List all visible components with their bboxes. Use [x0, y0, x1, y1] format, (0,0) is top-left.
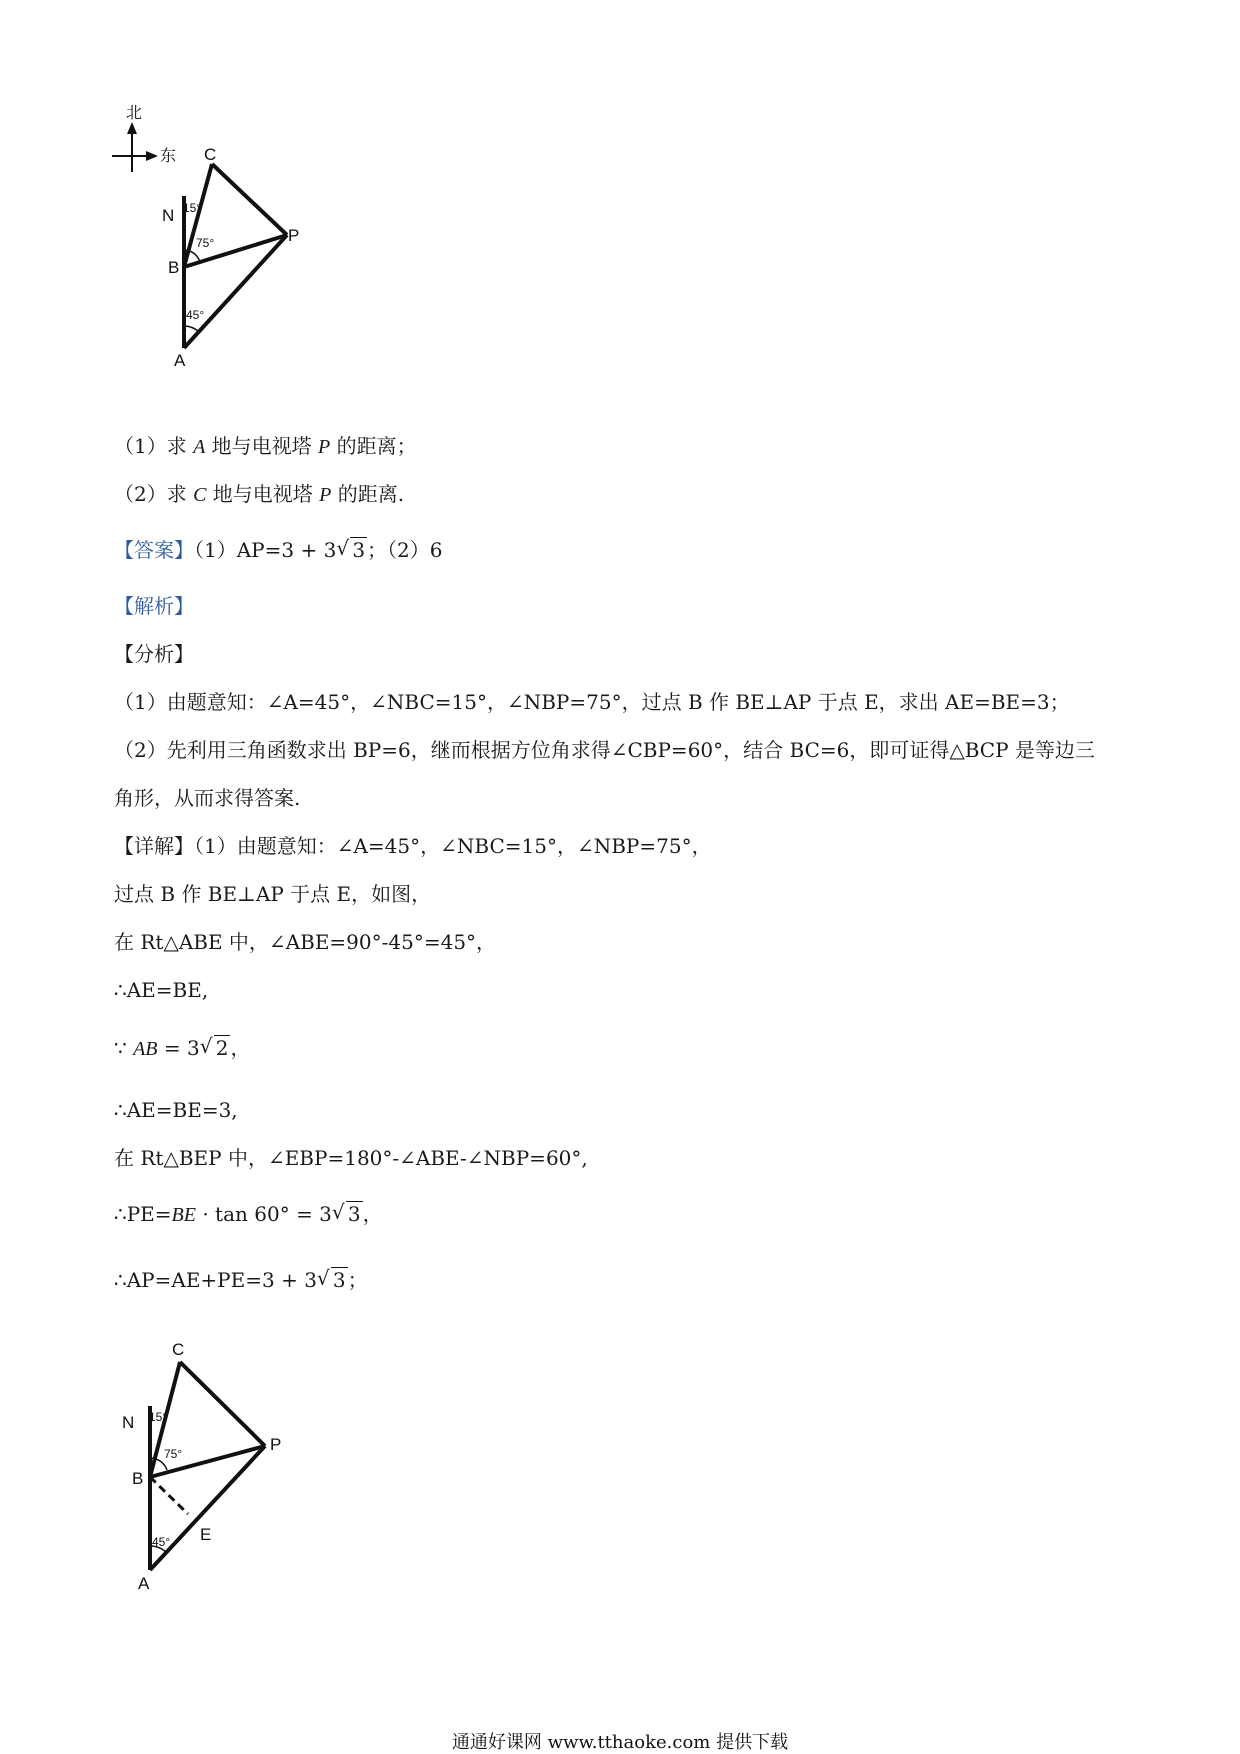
- footer-text: 通通好课网 www.tthaoke.com 提供下载: [451, 1732, 789, 1753]
- answer-tag: 【答案】: [114, 538, 194, 562]
- figure-1-diagram: [110, 100, 330, 370]
- xiangjie-line-6: ∴AE=BE=3,: [114, 1098, 238, 1122]
- question-2: （2）求 C 地与电视塔 P 的距离.: [114, 482, 405, 506]
- label-a: A: [174, 351, 186, 370]
- east-label: 东: [160, 148, 177, 165]
- angle2-15: 15°: [149, 1410, 168, 1424]
- label2-c: C: [172, 1340, 185, 1359]
- angle2-75: 75°: [164, 1447, 183, 1461]
- xiangjie-line-3: 在 Rt△ABE 中，∠ABE=90°-45°=45°，: [114, 930, 497, 954]
- label-n: N: [162, 206, 175, 225]
- label-p: P: [288, 226, 300, 245]
- fenxi-line-1: （1）由题意知：∠A=45°，∠NBC=15°，∠NBP=75°，过点 B 作 BE⊥AP 于点 E，求出 AE=BE=3；: [114, 690, 1070, 714]
- xiangjie-line-1: 【详解】（1）由题意知：∠A=45°，∠NBC=15°，∠NBP=75°，: [114, 834, 712, 858]
- label-c: C: [204, 145, 217, 164]
- label2-b: B: [132, 1469, 144, 1488]
- xiangjie-line-7: 在 Rt△BEP 中，∠EBP=180°-∠ABE-∠NBP=60°,: [114, 1146, 588, 1170]
- angle-15: 15°: [183, 201, 202, 215]
- answer-line: 【答案】（1）AP=3 + 3√ 3 ；（2）6: [114, 536, 443, 564]
- xiangjie-line-8: ∴PE=BE · tan 60° = 3√ 3 ，: [114, 1200, 383, 1229]
- fenxi-line-3: 角形，从而求得答案.: [114, 786, 301, 810]
- label2-n: N: [122, 1413, 135, 1432]
- label2-e: E: [200, 1525, 212, 1544]
- xiangjie-line-4: ∴AE=BE,: [114, 978, 209, 1002]
- xiangjie-line-5: ∵ AB = 3√ 2 ，: [114, 1034, 250, 1063]
- label-b: B: [168, 258, 180, 277]
- label2-p: P: [270, 1435, 282, 1454]
- xiangjie-tag: 【详解】: [114, 834, 194, 858]
- xiangjie-line-2: 过点 B 作 BE⊥AP 于点 E，如图，: [114, 882, 432, 906]
- label2-a: A: [138, 1574, 150, 1593]
- angle-75: 75°: [196, 236, 215, 250]
- analysis-tag: 【解析】: [114, 594, 194, 618]
- north-label: 北: [126, 105, 143, 122]
- angle-45: 45°: [186, 308, 205, 322]
- angle2-45: 45°: [152, 1535, 171, 1549]
- question-1: （1）求 A 地与电视塔 P 的距离；: [114, 434, 417, 458]
- fenxi-tag: 【分析】: [114, 642, 194, 666]
- xiangjie-line-9: ∴AP=AE+PE=3 + 3√ 3 ；: [114, 1266, 368, 1294]
- figure-2-diagram: [110, 1330, 310, 1600]
- fenxi-line-2: （2）先利用三角函数求出 BP=6，继而根据方位角求得∠CBP=60°，结合 BC=6，即可证得△BCP 是等边三: [114, 738, 1095, 762]
